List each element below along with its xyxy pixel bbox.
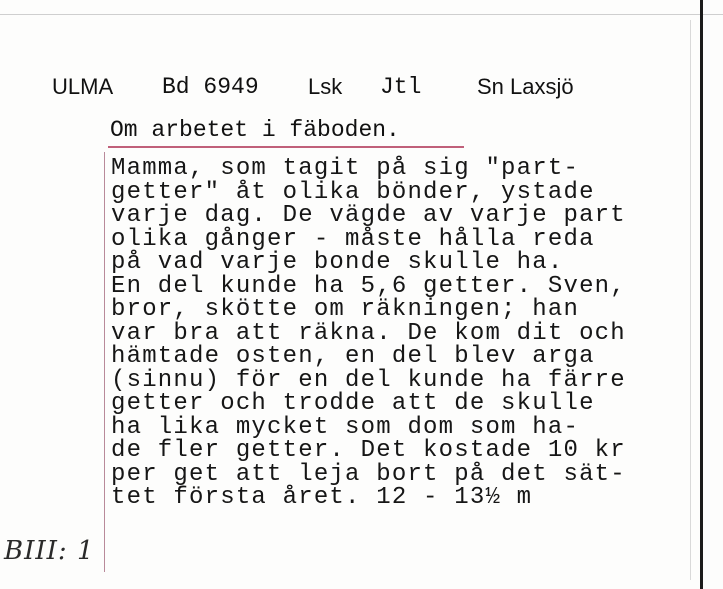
card-header bbox=[52, 74, 692, 104]
handwritten-note: BIII: 1 bbox=[4, 536, 95, 566]
card-right-edge bbox=[700, 0, 703, 589]
body-line: olika gånger - måste hålla reda bbox=[111, 225, 595, 253]
body-line: (sinnu) för en del kunde ha färre bbox=[111, 366, 626, 394]
margin-line bbox=[104, 152, 105, 572]
record-number: Bd 6949 bbox=[162, 74, 259, 100]
card-title: Om arbetet i fäboden. bbox=[110, 117, 400, 143]
archive-code: ULMA bbox=[52, 74, 114, 99]
county-code: Jtl bbox=[380, 74, 422, 100]
card-top-edge bbox=[0, 14, 723, 15]
parish-label bbox=[477, 74, 574, 100]
body-line: bror, skötte om räkningen; han bbox=[111, 296, 580, 323]
body-line: hämtade osten, en del blev arga bbox=[111, 343, 595, 370]
body-line: Mamma, som tagit på sig "part- bbox=[111, 155, 580, 182]
body-line: ha lika mycket som dom som ha- bbox=[111, 413, 580, 441]
body-line: på vad varje bonde skulle ha. bbox=[111, 249, 564, 276]
body-line: getter och trodde att de skulle bbox=[111, 390, 595, 417]
parish-name: Sn Laxsjö bbox=[477, 74, 574, 99]
body-line: tet första året. 12 - 13½ m bbox=[111, 484, 533, 511]
body-line: de fler getter. Det kostade 10 kr bbox=[111, 437, 626, 464]
body-line: getter" åt olika bönder, ystade bbox=[111, 178, 595, 206]
body-line: var bra att räkna. De kom dit och bbox=[111, 319, 626, 347]
body-line: En del kunde ha 5,6 getter. Sven, bbox=[111, 272, 626, 300]
body-line: per get att leja bort på det sät- bbox=[111, 460, 626, 488]
body-line: varje dag. De vägde av varje part bbox=[111, 202, 626, 229]
body-text bbox=[111, 157, 691, 510]
title-underline bbox=[108, 146, 464, 148]
province-code: Lsk bbox=[308, 74, 343, 99]
